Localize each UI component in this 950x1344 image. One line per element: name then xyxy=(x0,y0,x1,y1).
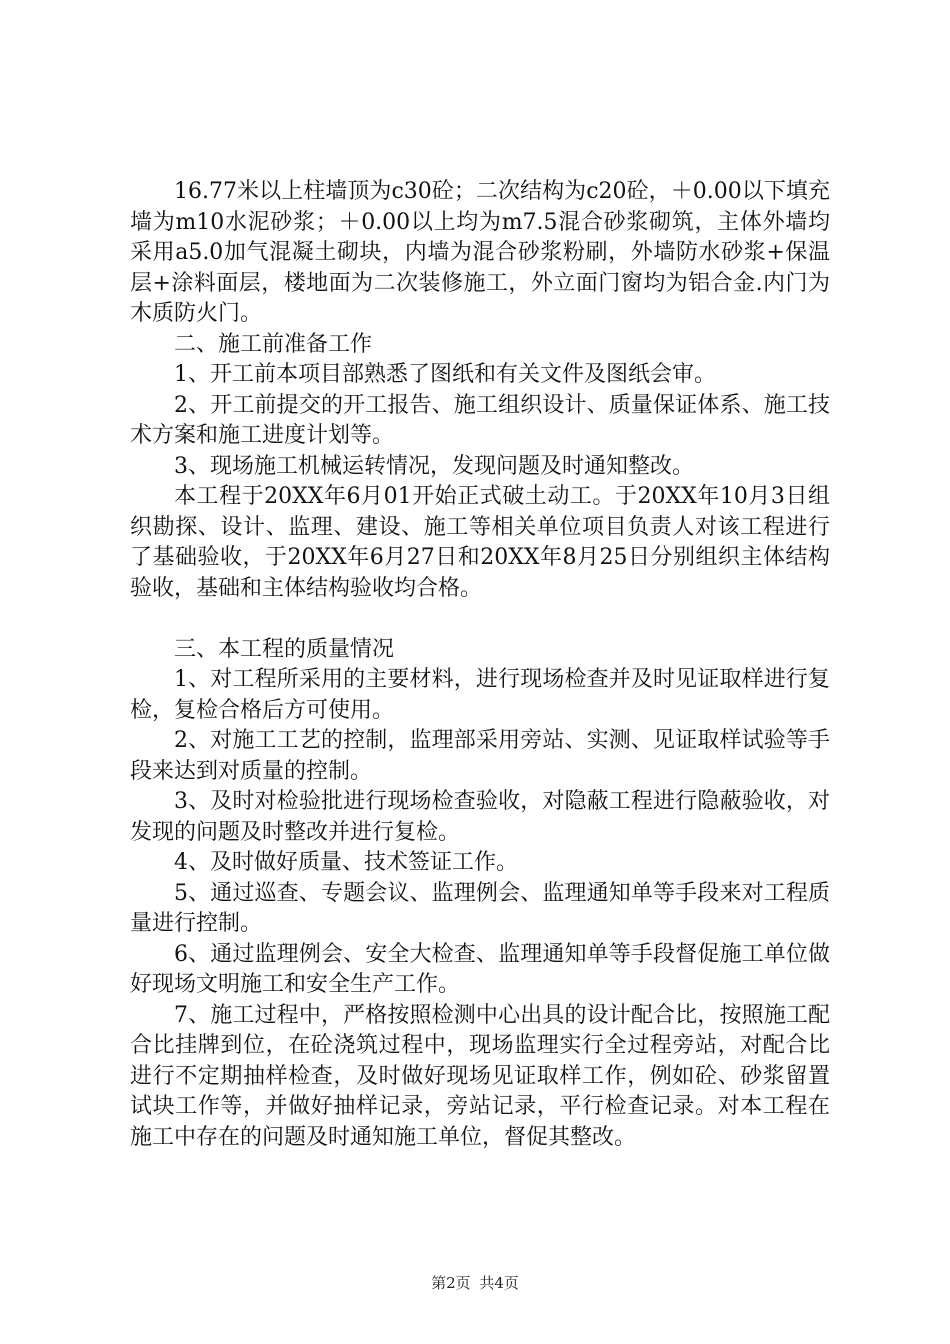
paragraph-construction-timeline: 本工程于20XX年6月01开始正式破土动工。于20XX年10月3日组织勘探、设计、监理、建设、施工等相关单位项目负责人对该工程进行了基础验收，于20XX年6月27日和20XX年8月25日分别组织主体结构验收，基础和主体结构验收均合格。 xyxy=(130,484,830,601)
paragraph-quality-item-2: 2、对施工工艺的控制，监理部采用旁站、实测、见证取样试验等手段来达到对质量的控制。 xyxy=(130,728,830,784)
page-total: 共4页 xyxy=(479,1274,519,1292)
paragraph-quality-item-4: 4、及时做好质量、技术签证工作。 xyxy=(174,850,518,875)
paragraph-structure-description: 16.77米以上柱墙顶为c30砼；二次结构为c20砼，＋0.00以下填充墙为m10水泥砂浆；＋0.00以上均为m7.5混合砂浆砌筑，主体外墙均采用a5.0加气混凝土砌块，内墙为混合砂浆粉刷，外墙防水砂浆+保温层+涂料面层，楼地面为二次装修施工，外立面门窗均为铝合金.内门为木质防火门。 xyxy=(130,179,830,326)
paragraph-quality-item-6: 6、通过监理例会、安全大检查、监理通知单等手段督促施工单位做好现场文明施工和安全生产工作。 xyxy=(130,941,830,997)
section-heading-preparation: 二、施工前准备工作 xyxy=(174,331,373,357)
paragraph-prep-item-1: 1、开工前本项目部熟悉了图纸和有关文件及图纸会审。 xyxy=(174,362,716,387)
paragraph-quality-item-3: 3、及时对检验批进行现场检查验收，对隐蔽工程进行隐蔽验收，对发现的问题及时整改并进行复检。 xyxy=(130,789,830,845)
section-heading-quality: 三、本工程的质量情况 xyxy=(174,636,395,662)
document-body xyxy=(130,177,830,1153)
paragraph-prep-item-2: 2、开工前提交的开工报告、施工组织设计、质量保证体系、施工技术方案和施工进度计划等。 xyxy=(130,392,830,448)
blank-line xyxy=(130,604,830,635)
paragraph-quality-item-7: 7、施工过程中，严格按照检测中心出具的设计配合比，按照施工配合比挂牌到位，在砼浇筑过程中，现场监理实行全过程旁站，对配合比进行不定期抽样检查，及时做好现场见证取样工作，例如砼、砂浆留置试块工作等，并做好抽样记录，旁站记录，平行检查记录。对本工程在施工中存在的问题及时通知施工单位，督促其整改。 xyxy=(130,1002,830,1150)
page-number: 第2页 xyxy=(431,1274,471,1292)
page-footer xyxy=(0,1272,950,1293)
paragraph-prep-item-3: 3、现场施工机械运转情况，发现问题及时通知整改。 xyxy=(174,453,694,479)
paragraph-quality-item-5: 5、通过巡查、专题会议、监理例会、监理通知单等手段来对工程质量进行控制。 xyxy=(130,880,830,936)
paragraph-quality-item-1: 1、对工程所采用的主要材料，进行现场检查并及时见证取样进行复检，复检合格后方可使用。 xyxy=(130,667,830,723)
